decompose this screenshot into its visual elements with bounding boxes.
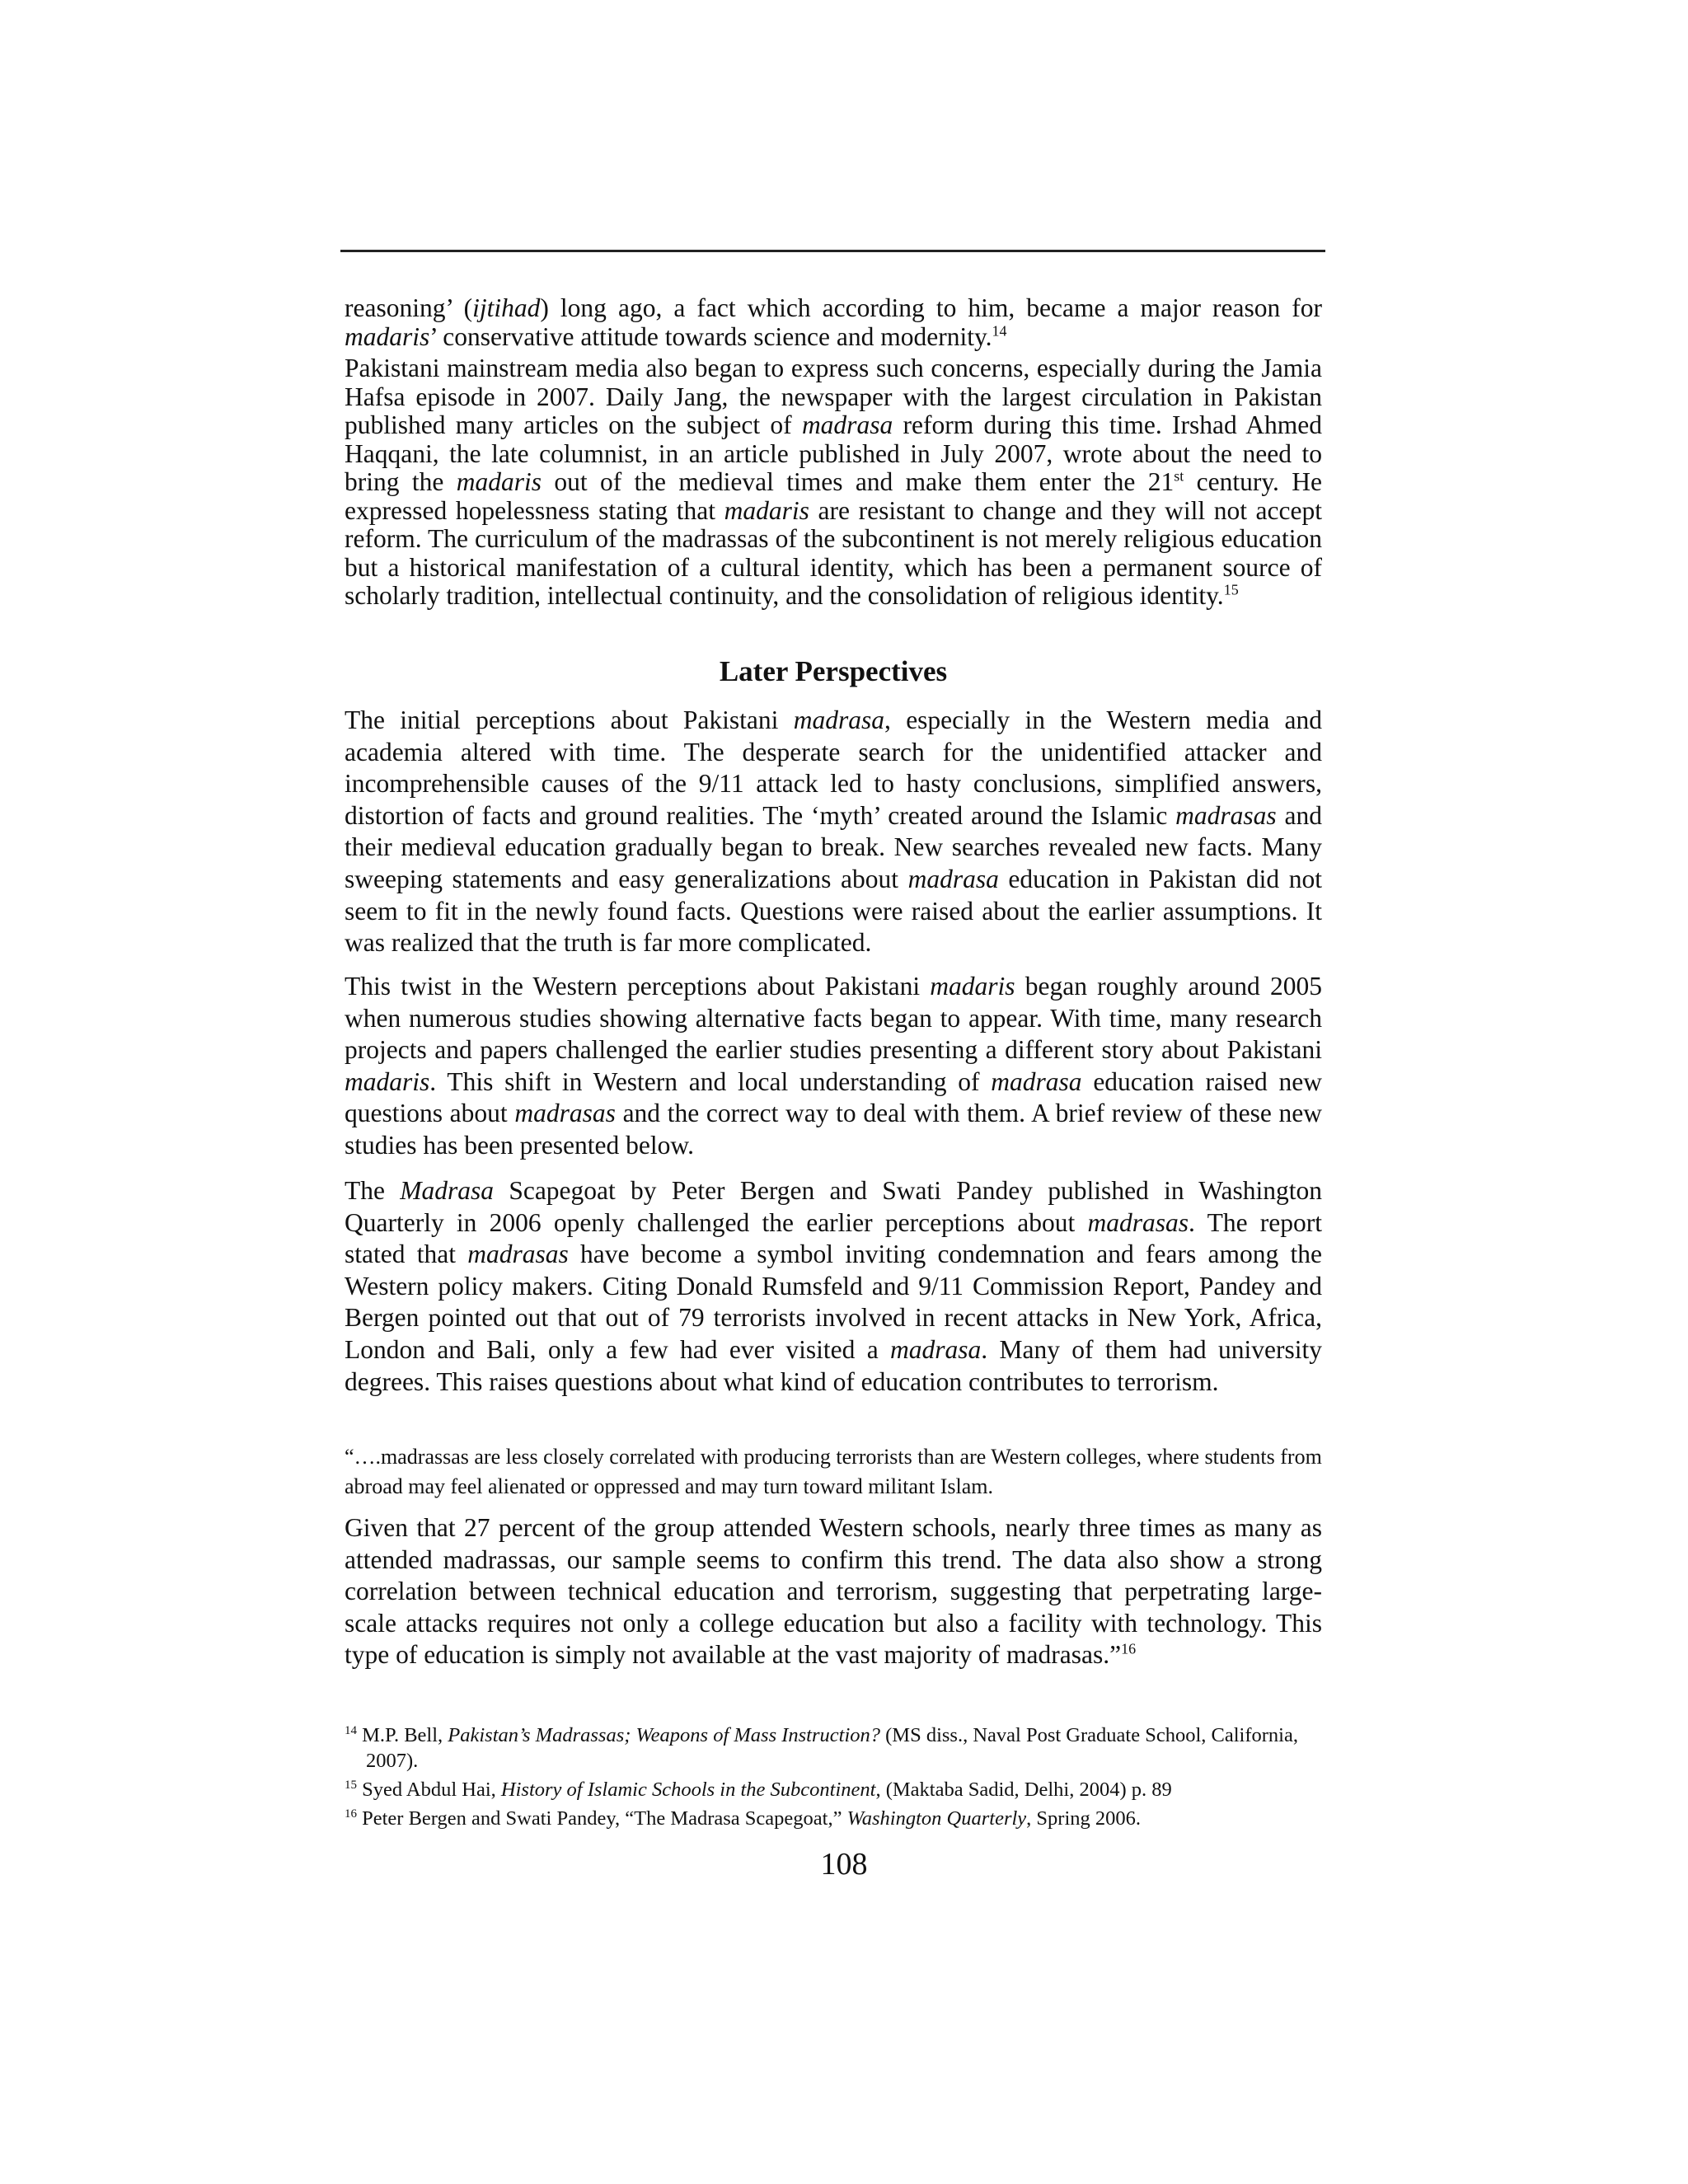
block-quote: “….madrassas are less closely correlated with producing terrorists than are Western colleges, where students from abroad may feel alienated or oppressed and may turn toward militant Islam. <box>345 1445 1322 1498</box>
footnote-14: $^{14}$ M.P. Bell, Pakistan’s Madrassas; Weapons of Mass Instruction? (MS diss., Naval Post Graduate School, California, 2007). <box>345 1723 1298 1772</box>
paragraph-quote-continuation: Given that 27 percent of the group attended Western schools, nearly three times as many as attended madrassas, our sample seems to confirm this trend. The data also show a strong correlation between technical education and terrorism, suggesting that perpetrating large-scale attacks requires not only a college education but also a facility with technology. This type of education is simply not available at the vast majority of madrasas.”$^{16}$ <box>345 1513 1322 1670</box>
paragraph-continuation: reasoning’ (ijtihad) long ago, a fact which according to him, became a major reason for madaris’ conservative attitude towards science and modernity.$^{14}$ <box>345 293 1322 351</box>
section-heading: Later Perspectives <box>719 655 948 687</box>
footnote-ref-16: 16 <box>1121 1640 1137 1657</box>
header-rule <box>340 250 1325 252</box>
page-number: 108 <box>820 1847 868 1882</box>
footnote-15: $^{15}$ Syed Abdul Hai, History of Islamic Schools in the Subcontinent, (Maktaba Sadid, Delhi, 2004) p. 89 <box>345 1778 1172 1801</box>
footnotes <box>345 1722 1322 1831</box>
footnote-16: $^{16}$ Peter Bergen and Swati Pandey, “The Madrasa Scapegoat,” Washington Quarterly, Spring 2006. <box>345 1807 1142 1830</box>
paragraph-twist-perceptions: This twist in the Western perceptions about Pakistani madaris began roughly around 2005 when numerous studies showing alternative facts began to appear. With time, many research projects and papers challenged the earlier studies presenting a different story about Pakistani madaris. This shift in Western and local understanding of madrasa education raised new questions about madrasas and the correct way to deal with them. A brief review of these new studies has been presented below. <box>345 972 1322 1160</box>
footnote-ref-15: 15 <box>1223 581 1239 598</box>
paragraph-media-concerns: Pakistani mainstream media also began to express such concerns, especially during the Jamia Hafsa episode in 2007. Daily Jang, the newspaper with the largest circulation in Pakistan published many articles on the subject of madrasa reform during this time. Irshad Ahmed Haqqani, the late columnist, in an article published in July 2007, wrote about the need to bring the madaris out of the medieval times and make them enter the 21st century. He expressed hopelessness stating that madaris are resistant to change and they will not accept reform. The curriculum of the madrassas of the subcontinent is not merely religious education but a historical manifestation of a cultural identity, which has been a permanent source of scholarly tradition, intellectual continuity, and the consolidation of religious identity.$^{15}$ <box>345 354 1322 610</box>
footnote-ref-14: 14 <box>992 322 1007 339</box>
paragraph-madrasa-scapegoat: The Madrasa Scapegoat by Peter Bergen and Swati Pandey published in Washington Quarterly in 2006 openly challenged the earlier perceptions about madrasas. The report stated that madrasas have become a symbol inviting condemnation and fears among the Western policy makers. Citing Donald Rumsfeld and 9/11 Commission Report, Pandey and Bergen pointed out that out of 79 terrorists involved in recent attacks in New York, Africa, London and Bali, only a few had ever visited a madrasa. Many of them had university degrees. This raises questions about what kind of education contributes to terrorism. <box>345 1176 1322 1396</box>
paragraph-initial-perceptions: The initial perceptions about Pakistani madrasa, especially in the Western media and academia altered with time. The desperate search for the unidentified attacker and incomprehensible causes of the 9/11 attack led to hasty conclusions, simplified answers, distortion of facts and ground realities. The ‘myth’ created around the Islamic madrasas and their medieval education gradually began to break. New searches revealed new facts. Many sweeping statements and easy generalizations about madrasa education in Pakistan did not seem to fit in the newly found facts. Questions were raised about the earlier assumptions. It was realized that the truth is far more complicated. <box>345 705 1323 958</box>
